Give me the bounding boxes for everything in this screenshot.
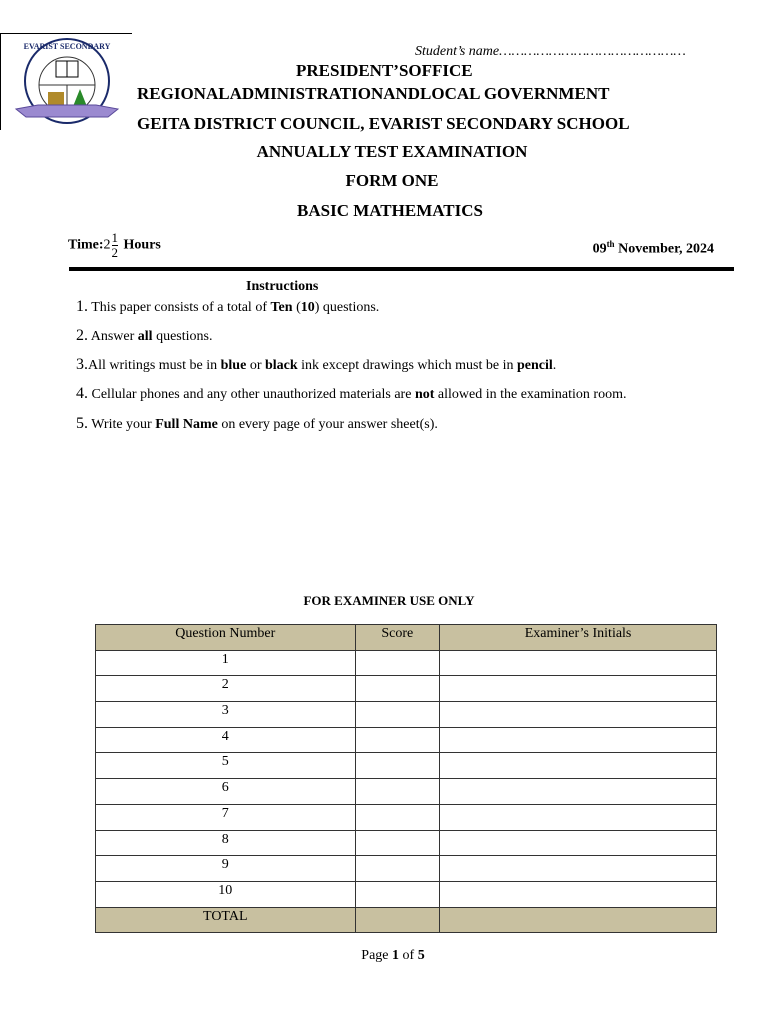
logo-frame-left: [0, 33, 1, 130]
form-level: FORM ONE: [345, 171, 439, 190]
initials-cell[interactable]: [440, 881, 717, 907]
header-school: GEITA DISTRICT COUNCIL, EVARIST SECONDARY SCHOOL: [137, 114, 630, 133]
header-score: Score: [355, 625, 440, 651]
exam-title: ANNUALLY TEST EXAMINATION: [256, 142, 528, 161]
instructions-title: Instructions: [246, 279, 319, 294]
question-number: 9: [96, 856, 356, 882]
score-cell[interactable]: [355, 804, 440, 830]
initials-cell[interactable]: [440, 702, 717, 728]
score-cell[interactable]: [355, 702, 440, 728]
instruction-text: 10: [300, 300, 315, 315]
instruction-text: Ten: [270, 300, 293, 315]
instruction-text: (: [292, 300, 301, 315]
instruction-text: pencil: [516, 358, 553, 373]
score-cell[interactable]: [355, 830, 440, 856]
exam-duration: [68, 231, 161, 260]
total-pages: 5: [417, 948, 425, 963]
instruction-item: [76, 385, 626, 403]
instruction-text: black: [264, 358, 298, 373]
date-day: 09: [592, 241, 607, 257]
instruction-text: questions.: [152, 329, 213, 344]
initials-cell[interactable]: [440, 676, 717, 702]
question-number: 1: [96, 650, 356, 676]
score-cell[interactable]: [355, 779, 440, 805]
instruction-item: [76, 415, 438, 433]
instruction-item: [76, 327, 212, 345]
instruction-text: all: [137, 329, 153, 344]
instruction-number: 3.: [76, 356, 88, 373]
question-number: 4: [96, 727, 356, 753]
score-cell[interactable]: [355, 856, 440, 882]
date-rest: November, 2024: [614, 241, 714, 257]
question-number: 7: [96, 804, 356, 830]
page-number: [0, 948, 768, 964]
table-row: [96, 702, 717, 728]
table-row: [96, 881, 717, 907]
total-score-cell[interactable]: [355, 907, 440, 933]
instruction-text: All writings must be in: [88, 358, 221, 373]
table-row: [96, 804, 717, 830]
instruction-text: allowed in the examination room.: [434, 387, 627, 402]
table-row: [96, 779, 717, 805]
instruction-text: blue: [220, 358, 247, 373]
initials-cell[interactable]: [440, 779, 717, 805]
table-row: [96, 856, 717, 882]
instruction-text: or: [246, 358, 265, 373]
fraction-numerator: 1: [111, 230, 119, 245]
total-initials-cell[interactable]: [440, 907, 717, 933]
current-page: 1: [392, 948, 400, 963]
question-number: 10: [96, 881, 356, 907]
table-header-row: [96, 625, 717, 651]
student-name-field[interactable]: Student’s name………………………………………: [415, 44, 686, 59]
exam-date: [593, 239, 714, 258]
time-fraction: [112, 231, 119, 260]
total-row: [96, 907, 717, 933]
instruction-item: [76, 356, 556, 374]
score-cell[interactable]: [355, 881, 440, 907]
school-logo: [8, 37, 126, 127]
instruction-text: Write your: [88, 417, 156, 432]
instruction-number: 4.: [76, 385, 88, 402]
instruction-text: Answer: [88, 329, 138, 344]
examiner-table: [95, 624, 717, 933]
question-number: 5: [96, 753, 356, 779]
subject-title: BASIC MATHEMATICS: [297, 201, 483, 220]
time-label: Time:: [68, 237, 104, 253]
page-label: Page: [361, 948, 393, 963]
instruction-text: ink except drawings which must be in: [297, 358, 517, 373]
instruction-number: 1.: [76, 298, 88, 315]
score-cell[interactable]: [355, 676, 440, 702]
time-unit: Hours: [123, 237, 161, 253]
header-administration: REGIONALADMINISTRATIONANDLOCAL GOVERNMENT: [137, 84, 610, 103]
question-number: 8: [96, 830, 356, 856]
initials-cell[interactable]: [440, 830, 717, 856]
instruction-text: Full Name: [155, 417, 218, 432]
logo-frame-top: [0, 33, 132, 34]
page-of: of: [399, 948, 418, 963]
score-cell[interactable]: [355, 650, 440, 676]
instruction-text: not: [414, 387, 435, 402]
examiner-section-title: FOR EXAMINER USE ONLY: [303, 593, 475, 608]
instruction-text: on every page of your answer sheet(s).: [217, 417, 438, 432]
initials-cell[interactable]: [440, 856, 717, 882]
header-divider: [69, 267, 734, 271]
instruction-text: Cellular phones and any other unauthorized materials are: [88, 387, 415, 402]
table-row: [96, 753, 717, 779]
instruction-item: [76, 298, 379, 316]
header-ministry: PRESIDENT’SOFFICE: [296, 61, 473, 80]
initials-cell[interactable]: [440, 804, 717, 830]
instruction-text: ) questions.: [314, 300, 380, 315]
fraction-denominator: 2: [111, 245, 119, 260]
instruction-text: .: [552, 358, 557, 373]
instruction-text: This paper consists of a total of: [88, 300, 271, 315]
initials-cell[interactable]: [440, 727, 717, 753]
score-cell[interactable]: [355, 753, 440, 779]
svg-text:EVARIST SECONDARY: EVARIST SECONDARY: [23, 42, 111, 51]
header-question-number: Question Number: [96, 625, 356, 651]
question-number: 6: [96, 779, 356, 805]
question-number: 2: [96, 676, 356, 702]
table-row: [96, 650, 717, 676]
table-row: [96, 727, 717, 753]
date-suffix: th: [606, 239, 615, 249]
instruction-number: 2.: [76, 327, 88, 344]
instruction-number: 5.: [76, 415, 88, 432]
question-number: 3: [96, 702, 356, 728]
time-whole: 2: [103, 237, 111, 253]
initials-cell[interactable]: [440, 753, 717, 779]
header-examiner-initials: Examiner’s Initials: [440, 625, 717, 651]
score-cell[interactable]: [355, 727, 440, 753]
table-row: [96, 676, 717, 702]
initials-cell[interactable]: [440, 650, 717, 676]
table-row: [96, 830, 717, 856]
total-label: TOTAL: [96, 907, 356, 933]
